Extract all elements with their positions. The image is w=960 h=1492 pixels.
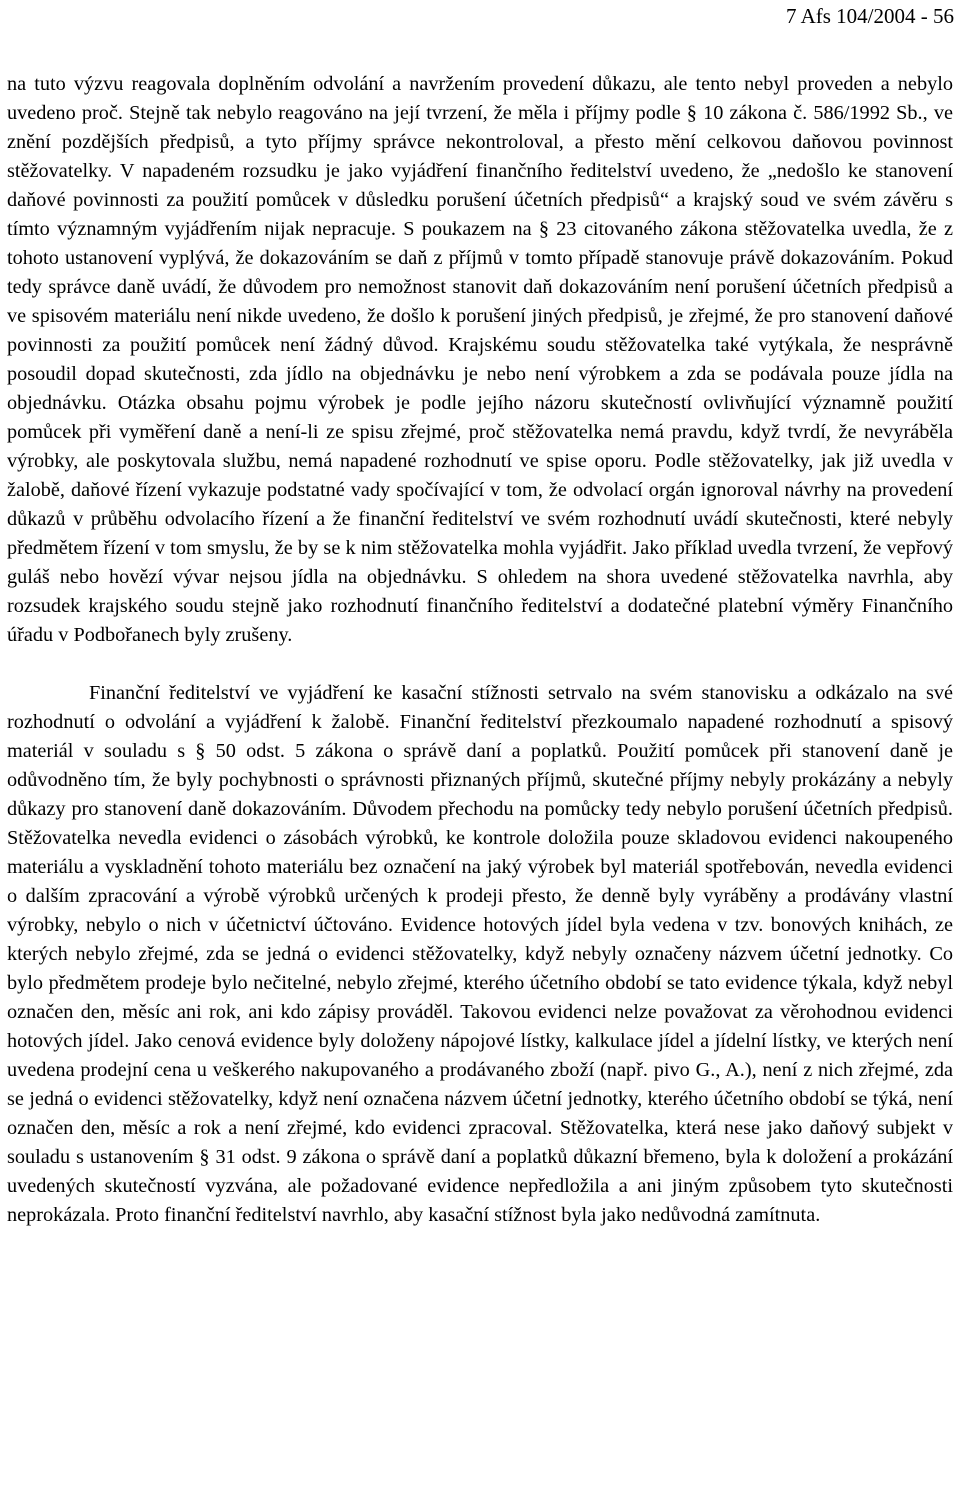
- paragraph-complainant-arguments: na tuto výzvu reagovala doplněním odvolání a navržením provedení důkazu, ale tento nebyl proveden a nebylo uvedeno proč. Stejně tak nebylo reagováno na její tvrzení, že měla i příjmy podle § 10 zákona č. 586/1992 Sb., ve znění pozdějších předpisů, a tyto příjmy správce nekontroloval, a přesto mění celkovou daňovou povinnost stěžovatelky. V napadeném rozsudku je jako vyjádření finančního ředitelství uvedeno, že „nedošlo ke stanovení daňové povinnosti za použití pomůcek v důsledku porušení účetních předpisů“ a krajský soud ve svém závěru s tímto významným vyjádřením nijak nepracuje. S poukazem na § 23 citovaného zákona stěžovatelka uvedla, že z tohoto ustanovení vyplývá, že dokazováním se daň z příjmů v tomto případě stanovuje právě dokazováním. Pokud tedy správce daně uvádí, že důvodem pro nemožnost stanovit daň dokazováním není porušení účetních předpisů a ve spisovém materiálu není nikde uvedeno, že došlo k porušení jiných předpisů, je zřejmé, že pro stanovení daňové povinnosti za použití pomůcek není žádný důvod. Krajskému soudu stěžovatelka také vytýkala, že nesprávně posoudil dopad skutečnosti, zda jídlo na objednávku je nebo není výrobkem a zda se podávala pouze jídla na objednávku. Otázka obsahu pojmu výrobek je podle jejího názoru skutečností ovlivňující významně použití pomůcek při vyměření daně a není-li ze spisu zřejmé, proč stěžovatelka nemá pravdu, když tvrdí, že nevyráběla výrobky, ale poskytovala službu, nemá napadené rozhodnutí ve spise oporu. Podle stěžovatelky, jak již uvedla v žalobě, daňové řízení vykazuje podstatné vady spočívající v tom, že odvolací orgán ignoroval návrhy na provedení důkazů v průběhu odvolacího řízení a že finanční ředitelství ve svém rozhodnutí uvádí skutečnosti, které nebyly předmětem řízení v tom smyslu, že by se k nim stěžovatelka mohla vyjádřit. Jako příklad uvedla tvrzení, že vepřový guláš nebo hovězí vývar nejsou jídla na objednávku. S ohledem na shora uvedené stěžovatelka navrhla, aby rozsudek krajského soudu stejně jako rozhodnutí finančního ředitelství a dodatečné platební výměry Finančního úřadu v Podbořanech byly zrušeny.: [7, 73, 953, 646]
- paragraph-financial-directorate-response: Finanční ředitelství ve vyjádření ke kasační stížnosti setrvalo na svém stanovisku a odkázalo na své rozhodnutí o odvolání a vyjádření k žalobě. Finanční ředitelství přezkoumalo napadené rozhodnutí a spisový materiál v souladu s § 50 odst. 5 zákona o správě daní a poplatků. Použití pomůcek při stanovení daně je odůvodněno tím, že byly pochybnosti o správnosti přiznaných příjmů, skutečné příjmy nebyly prokázány a nebyly důkazy pro stanovení daně dokazováním. Důvodem přechodu na pomůcky tedy nebylo porušení účetních předpisů. Stěžovatelka nevedla evidenci o zásobách výrobků, ke kontrole doložila pouze skladovou evidenci nakoupeného materiálu a vyskladnění tohoto materiálu bez označení na jaký výrobek byl materiál spotřebován, nevedla evidenci o dalším zpracování a výrobě výrobků určených k prodeji přesto, že denně byly vyráběny a prodávány vlastní výrobky, nebylo o nich v účetnictví účtováno. Evidence hotových jídel byla vedena v tzv. bonových knihách, ze kterých nebylo zřejmé, zda se jedná o evidenci stěžovatelky, když nebyly označeny názvem účetní jednotky. Co bylo předmětem prodeje bylo nečitelné, nebylo zřejmé, kterého účetního období se tato evidence týkala, když nebyl označen den, měsíc ani rok, ani kdo zápisy prováděl. Takovou evidenci nelze považovat za věrohodnou evidenci hotových jídel. Jako cenová evidence byly doloženy nápojové lístky, kalkulace jídel a jídelní lístky, ve kterých není uvedena prodejní cena u veškerého nakupovaného a prodávaného zboží (např. pivo G., A.), není z nich zřejmé, zda se jedná o evidenci stěžovatelky, když není označena názvem účetní jednotky, kterého účetního období se týká, není označen den, měsíc a rok a není zřejmé, kdo evidenci zpracoval. Stěžovatelka, která nese jako daňový subjekt v souladu s ustanovením § 31 odst. 9 zákona o správě daní a poplatků důkazní břemeno, byla k doložení a prokázání uvedených skutečností vyzvána, ale požadované evidence nepředložila a ani jiným způsobem tyto skutečnosti neprokázala. Proto finanční ředitelství navrhlo, aby kasační stížnost byla jako nedůvodná zamítnuta.: [7, 682, 953, 1226]
- document-body: [7, 70, 953, 1230]
- case-number-header: 7 Afs 104/2004 - 56: [786, 4, 954, 28]
